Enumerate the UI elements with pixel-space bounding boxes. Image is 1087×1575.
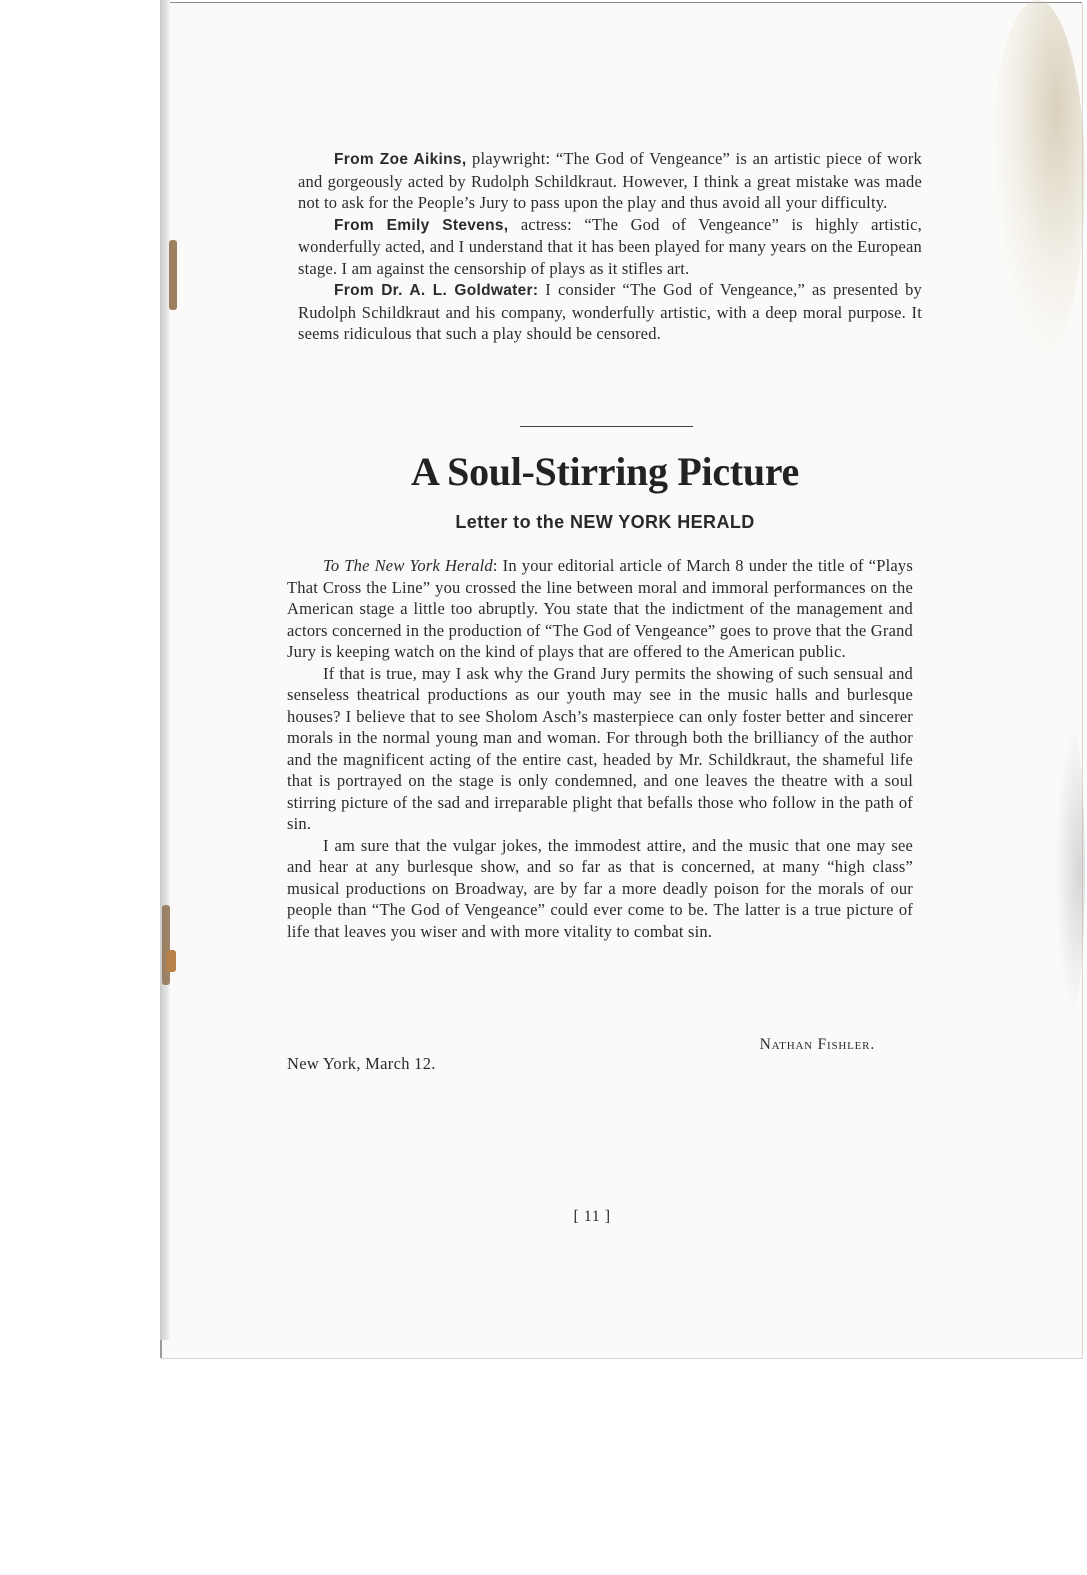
testimonial-lead: From Dr. A. L. Goldwater: [334, 282, 539, 299]
testimonial-paragraph [298, 279, 922, 345]
letter-paragraph: If that is true, may I ask why the Grand Jury permits the showing of such sensual and senseless theatrical productions as our youth may see in the music halls and burlesque houses? I believe that to see Sholom Asch’s masterpiece can only foster better and sincerer morals in the normal young man and woman. For through both the brilliancy of the author and the magnificent acting of the entire cast, headed by Mr. Schildkraut, the shameful life that is portrayed on the stage is only condemned, and one leaves the theatre with a soul stirring picture of the sad and irreparable plight that befalls those who follow in the path of sin. [287, 663, 913, 833]
letter-paragraph [287, 555, 913, 663]
letter-dateline: New York, March 12. [287, 1054, 436, 1073]
letter-paragraph: I am sure that the vulgar jokes, the immodest attire, and the music that one may see and hear at any burlesque show, and so far as that is concerned, at many “high class” musical productions on Broadway, are by far a more deadly poison for the morals of our people than “The God of Vengeance” could ever come to be. The latter is a true picture of life that leaves you wiser and with more vitality to combat sin. [287, 835, 913, 941]
testimonial-text: playwright: “The God of Vengeance” is an artistic piece of work and gorgeously acted by Rudolph Schildkraut. However, I think a great mistake was made not to ask for the People’s Jury to pass upon the play and thus avoid all your difficulty. [298, 149, 922, 212]
edge-shadow [1055, 720, 1085, 1020]
letter-signature: Nathan Fishler. [759, 1036, 875, 1053]
page-binding-edge [160, 0, 170, 1340]
letter-text: : In your editorial article of March 8 under the title of “Plays That Cross the Line” you crossed the line between moral and immoral performances on the American stage a little too abruptly. You state that the indictment of the management and actors concerned in the production of “The God of Vengeance” goes to prove that the Grand Jury is keeping watch on the kind of plays that are offered to the American public. [287, 556, 913, 661]
testimonial-lead: From Emily Stevens, [334, 216, 509, 234]
section-divider [520, 426, 693, 427]
tape-residue [166, 950, 176, 972]
testimonial-paragraph [298, 148, 922, 214]
water-stain [990, 0, 1085, 360]
article-title: A Soul-Stirring Picture [411, 449, 799, 494]
letter-salutation: To The New York Herald [323, 556, 493, 575]
tape-residue [162, 905, 170, 985]
article-subtitle: Letter to the NEW YORK HERALD [455, 512, 755, 532]
testimonial-paragraph [298, 214, 922, 280]
tape-residue [169, 240, 177, 310]
testimonial-text: I consider “The God of Vengeance,” as presented by Rudolph Schildkraut and his company, wonderfully artistic, with a deep moral purpose. It seems ridiculous that such a play should be censored. [298, 280, 922, 343]
page-number: [ 11 ] [573, 1208, 611, 1225]
testimonials-section [298, 148, 922, 345]
letter-body [287, 555, 913, 942]
testimonial-lead: From Zoe Aikins, [334, 151, 467, 168]
testimonial-text: actress: “The God of Vengeance” is highly artistic, wonderfully acted, and I understand that it has been played for many years on the European stage. I am against the censorship of plays as it stifles art. [298, 214, 922, 278]
